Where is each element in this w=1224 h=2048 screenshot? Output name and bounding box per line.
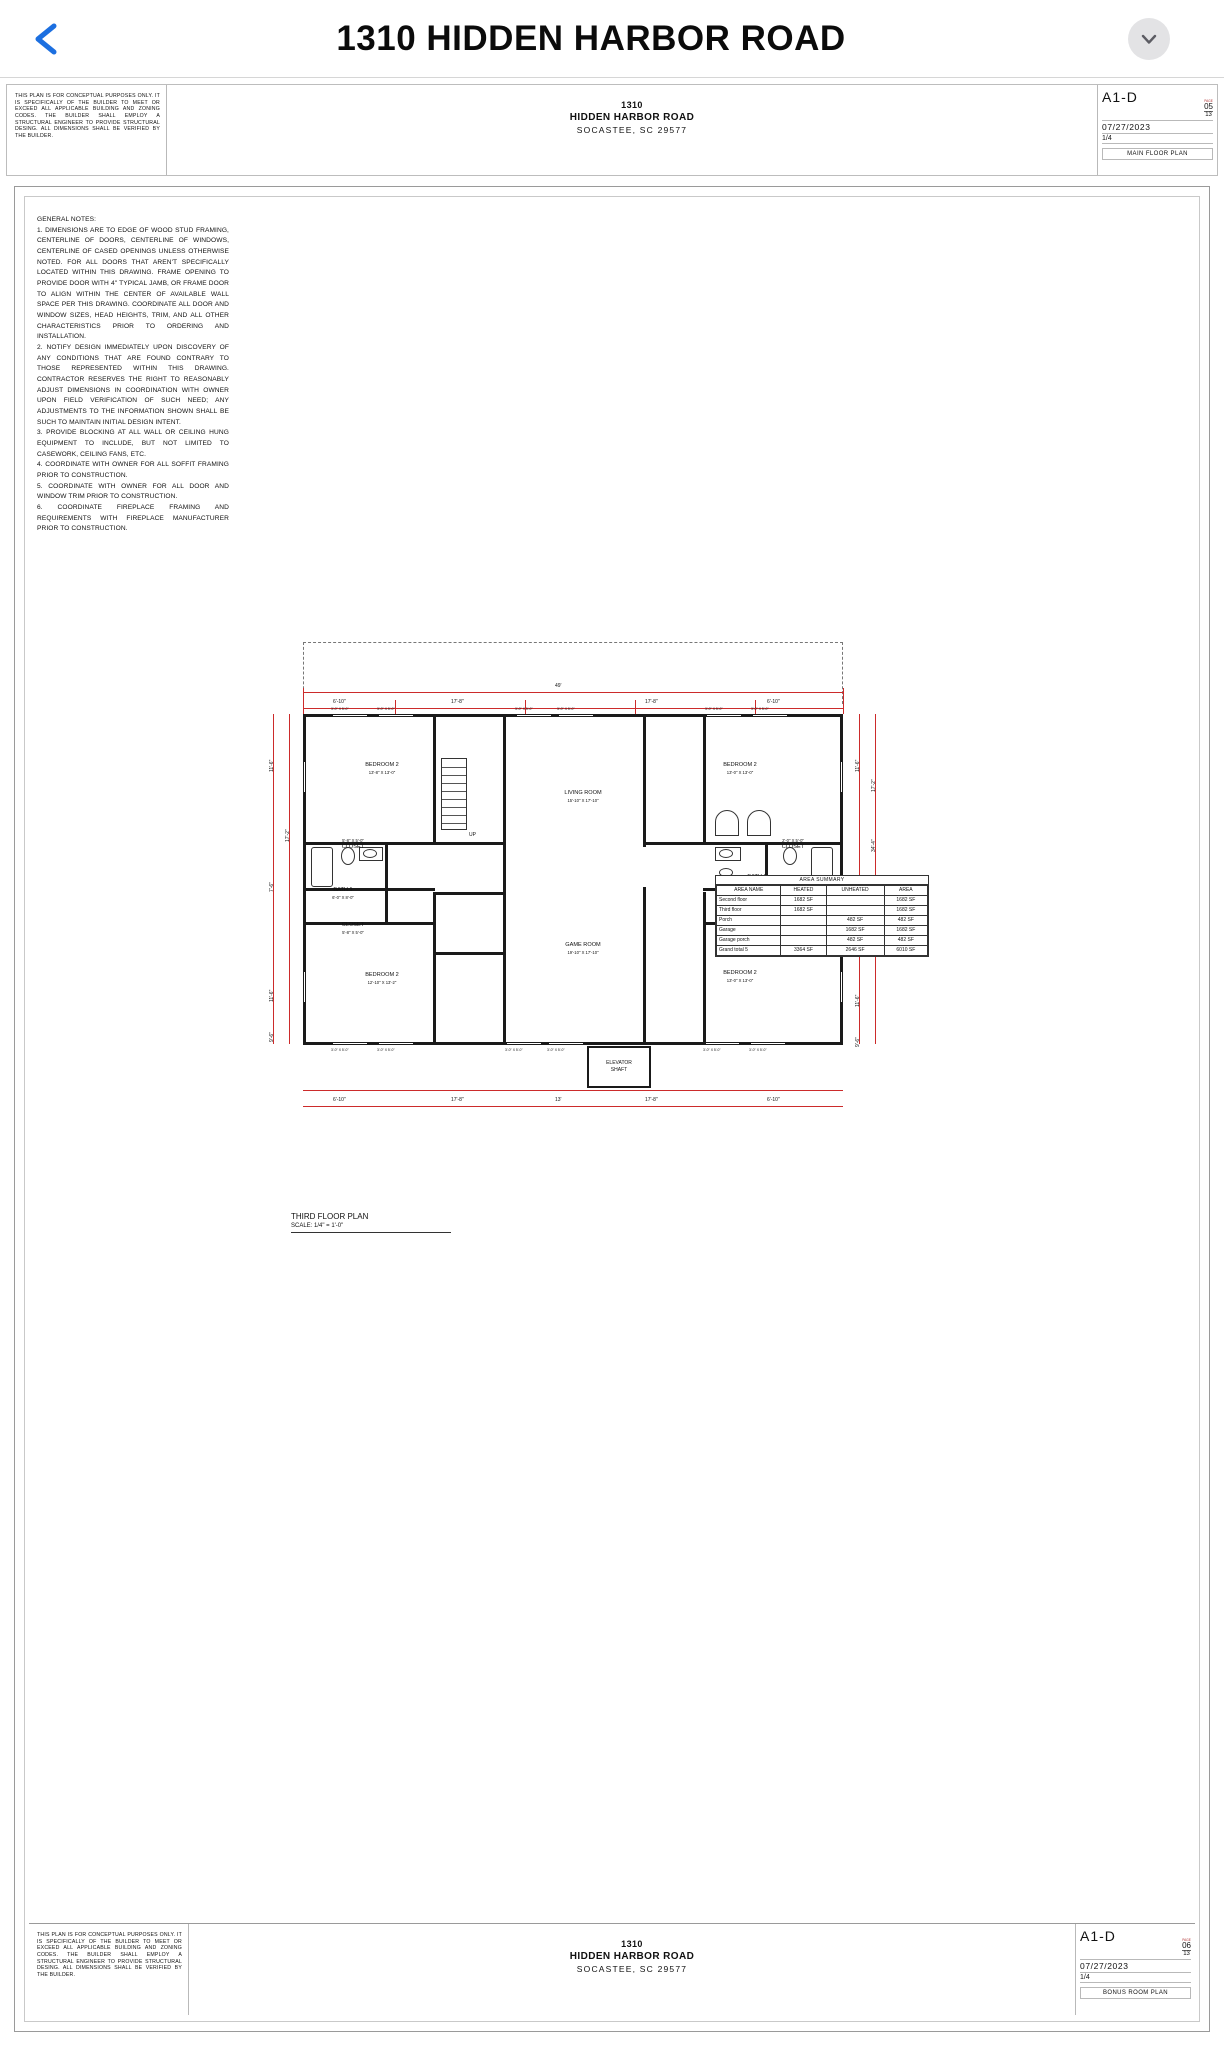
dimension-top-4: 6'-10" (767, 699, 780, 705)
partition-1 (433, 714, 436, 844)
window-south-3 (507, 1042, 541, 1045)
plan-title: THIRD FLOOR PLAN SCALE: 1/4" = 1'-0" (291, 1212, 369, 1229)
window-north-6 (753, 714, 787, 717)
dimension-line-top-overall (303, 692, 843, 693)
sheet-scale-top: 1/4 (1102, 134, 1213, 144)
window-tag-5: 3'-0" X 5'-0" (705, 707, 723, 711)
shower-right-2 (747, 810, 771, 836)
dimension-left-overall: 17'-2" (285, 829, 291, 842)
room-label-bedroom-2-se: BEDROOM 2 13'-0" X 13'-0" (723, 970, 757, 983)
col-unheated: UNHEATED (826, 886, 884, 896)
partition-15 (703, 892, 706, 1045)
partition-9 (433, 952, 505, 955)
sheet-plan-name-bottom: BONUS ROOM PLAN (1080, 1987, 1191, 1999)
shower-right (715, 810, 739, 836)
window-south-4 (549, 1042, 583, 1045)
dimension-left-1: 11'-6" (269, 759, 275, 772)
dim-tick (635, 700, 636, 714)
window-north-5 (707, 714, 741, 717)
partition-6 (503, 714, 506, 954)
window-tag-s4: 3'-0" X 5'-0" (547, 1048, 565, 1052)
dimension-right-overall: 34'-4" (871, 839, 877, 852)
general-note-1: 1. DIMENSIONS ARE TO EDGE OF WOOD STUD FRAMING, CENTERLINE OF DOORS, CENTERLINE OF WINDOWS, CENTERLINE OF CASED OPENINGS UNLESS OTHERWISE NOTED. FOR ALL DOORS THAT AREN'T SPECIFICALLY LOCATED WITHIN THIS DRAWING. FRAME OPENING TO PROVIDE DOOR WITH 4" TYPICAL JAMB, OR FRAME DOOR TO ALIGN WITHIN THE CENTER OF AVAILABLE WALL SPACE PER THIS DRAWING. COORDINATE ALL DOOR AND WINDOW SIZES, HEAD HEIGHTS, TRIM, AND ALL OTHER CHARACTERISTICS PRIOR TO ORDERING AND INSTALLATION. (37, 226, 229, 341)
elevator-shaft (587, 1046, 651, 1088)
dimension-line-bottom (303, 1090, 843, 1091)
table-row-total: Grand total 5 3364 SF 2646 SF 6010 SF (717, 946, 928, 956)
table-row: Second floor 1682 SF 1682 SF (717, 896, 928, 906)
room-label-bath-1-left: BATH 1 6'-0" X 8'-0" (332, 887, 354, 900)
sheet-code-bottom: A1-D (1080, 1928, 1116, 1944)
partition-8 (433, 892, 505, 895)
elevator-label-2: SHAFT (610, 1066, 628, 1073)
page-number-top: 05 (1204, 102, 1213, 112)
dim-tick (843, 688, 844, 714)
room-label-living-room: LIVING ROOM 15'-10" X 17'-10" (564, 790, 602, 803)
dimension-line-bottom-2 (303, 1106, 843, 1107)
title-block-bottom (29, 1923, 1195, 2015)
window-tag-s1: 3'-0" X 5'-0" (331, 1048, 349, 1052)
table-row: Garage porch 482 SF 482 SF (717, 936, 928, 946)
room-label-closet-ne: 2'-0" X 5'-0" CLOSET (781, 838, 805, 850)
dimension-top-overall: 49' (555, 683, 562, 689)
dim-tick (395, 700, 396, 714)
general-note-2: 2. NOTIFY DESIGN IMMEDIATELY UPON DISCOVERY OF ANY CONDITIONS THAT ARE FOUND CONTRARY TO THOSE REPRESENTED WITHIN THIS DRAWING. CONTRACTOR RESERVES THE RIGHT TO REASONABLY ADJUST DIMENSIONS IN COORDINATION WITH OWNER UPON FIELD VERIFICATION OF SUCH NEED; ANY ADJUSTMENTS TO THE INFORMATION SHOWN SHALL BE SUCH TO MAINTAIN INITIAL DESIGN INTENT. (37, 344, 229, 426)
page-title: 1310 HIDDEN HARBOR ROAD (336, 18, 846, 58)
dimension-right-3: 11'-6" (855, 994, 861, 1007)
roof-outline-dashed (303, 642, 843, 704)
chevron-left-icon (28, 19, 68, 59)
partition-2 (433, 892, 436, 1045)
bathtub-left (311, 847, 333, 887)
dimension-left-2: 7'-6" (269, 882, 275, 892)
window-west-1 (303, 762, 306, 792)
partition-13 (643, 842, 703, 845)
window-tag-2: 3'-0" X 5'-0" (377, 707, 395, 711)
project-address-bottom: 1310 HIDDEN HARBOR ROAD SOCASTEE, SC 29577 (569, 1939, 695, 1974)
sheet-info-bottom (1075, 1924, 1195, 2015)
window-north-2 (379, 714, 413, 717)
room-label-bedroom-2-sw: BEDROOM 2 12'-10" X 13'-2" (365, 972, 399, 985)
table-header-row (717, 886, 928, 896)
title-block-top (6, 84, 1218, 176)
stairs-direction-label: UP (469, 832, 476, 838)
disclaimer-text-top: THIS PLAN IS FOR CONCEPTUAL PURPOSES ONLY. IT IS SPECIFICALLY OF THE BUILDER TO MEET OR EXCEED ALL APPLICABLE BUILDING AND ZONING CODES. THE BUILDER SHALL EMPLOY A STRUCTURAL ENGINEER TO PROVIDE STRUCTURAL DESING. ALL DIMENSIONS SHALL BE VERIFIED BY THE BUILDER. (7, 85, 167, 175)
drawing-sheet[interactable] (14, 186, 1210, 2032)
partition-7 (433, 842, 505, 845)
sheet-code-top: A1-D (1102, 89, 1138, 105)
window-south-2 (379, 1042, 413, 1045)
page-total-top: 13 (1205, 112, 1212, 119)
dimension-bottom-5: 6'-10" (767, 1097, 780, 1103)
chevron-down-icon (1138, 28, 1160, 50)
dimension-left-4: 9'-6" (269, 1032, 275, 1042)
partition-20 (385, 842, 388, 922)
dimension-bottom-4: 17'-8" (645, 1097, 658, 1103)
window-east-1 (840, 762, 843, 792)
dimension-right-5: 9'-6" (855, 1037, 861, 1047)
dimension-line-left-2 (289, 714, 290, 1044)
dimension-bottom-3: 13' (555, 1097, 562, 1103)
dimension-right-1: 11'-6" (855, 759, 861, 772)
general-note-6: 6. COORDINATE FIREPLACE FRAMING AND REQUIREMENTS WITH FIREPLACE MANUFACTURER PRIOR TO CONSTRUCTION. (37, 504, 229, 533)
page-number-bottom: 06 (1182, 1941, 1191, 1951)
partition-10 (503, 954, 506, 1044)
partition-12 (643, 887, 646, 1045)
window-tag-1: 3'-0" X 5'-0" (331, 707, 349, 711)
window-tag-s6: 3'-0" X 5'-0" (749, 1048, 767, 1052)
general-notes-heading: GENERAL NOTES: (37, 216, 97, 223)
general-note-4: 4. COORDINATE WITH OWNER FOR ALL SOFFIT FRAMING PRIOR TO CONSTRUCTION. (37, 461, 229, 480)
stairs (441, 758, 467, 830)
disclaimer-text-bottom: THIS PLAN IS FOR CONCEPTUAL PURPOSES ONLY. IT IS SPECIFICALLY OF THE BUILDER TO MEET OR EXCEED ALL APPLICABLE BUILDING AND ZONING CODES. THE BUILDER SHALL EMPLOY A STRUCTURAL ENGINEER TO PROVIDE STRUCTURAL DESING. ALL DIMENSIONS SHALL BE VERIFIED BY THE BUILDER. (29, 1924, 189, 2015)
area-summary-table (715, 875, 929, 957)
page-total-bottom: 13 (1183, 1951, 1190, 1958)
room-label-bedroom-2-ne: BEDROOM 2 13'-0" X 13'-0" (723, 762, 757, 775)
sheet-plan-name-top: MAIN FLOOR PLAN (1102, 148, 1213, 160)
room-label-closet-sw: CLOSET 5'-8" X 5'-0" (341, 922, 365, 935)
dimension-bottom-2: 17'-8" (451, 1097, 464, 1103)
sheet-scale-bottom: 1/4 (1080, 1973, 1191, 1983)
sink-right (719, 849, 733, 858)
window-tag-6: 3'-0" X 5'-0" (751, 707, 769, 711)
window-east-2 (840, 972, 843, 1002)
page-label-top: PAGE (1204, 99, 1213, 103)
sheet-info-top (1097, 85, 1217, 175)
window-south-5 (705, 1042, 739, 1045)
partition-14 (703, 714, 706, 844)
window-tag-4: 3'-0" X 5'-0" (557, 707, 575, 711)
table-row: Porch 482 SF 482 SF (717, 916, 928, 926)
window-tag-s5: 3'-0" X 5'-0" (703, 1048, 721, 1052)
col-area: AREA (884, 886, 927, 896)
room-label-game-room: GAME ROOM 19'-10" X 17'-10" (565, 942, 601, 955)
general-note-3: 3. PROVIDE BLOCKING AT ALL WALL OR CEILING HUNG EQUIPMENT TO INCLUDE, BUT NOT LIMITED TO CASEWORK, CEILING FANS, ETC. (37, 429, 229, 458)
elevator-label-1: ELEVATOR (606, 1060, 632, 1066)
window-tag-3: 3'-0" X 5'-0" (515, 707, 533, 711)
window-tag-s2: 3'-0" X 5'-0" (377, 1048, 395, 1052)
project-address-top: 1310 HIDDEN HARBOR ROAD SOCASTEE, SC 29577 (569, 100, 695, 135)
table-row: Third floor 1682 SF 1682 SF (717, 906, 928, 916)
expand-button[interactable] (1128, 18, 1170, 60)
dim-tick (303, 688, 304, 714)
general-note-5: 5. COORDINATE WITH OWNER FOR ALL DOOR AND WINDOW TRIM PRIOR TO CONSTRUCTION. (37, 482, 229, 501)
window-north-1 (333, 714, 367, 717)
dimension-top-3: 17'-8" (645, 699, 658, 705)
room-label-bedroom-2-nw: BEDROOM 2 13'-8" X 13'-0" (365, 762, 399, 775)
window-west-2 (303, 972, 306, 1002)
window-tag-s3: 3'-0" X 5'-0" (505, 1048, 523, 1052)
window-north-4 (559, 714, 593, 717)
app-header (0, 0, 1224, 78)
sheet-date-top: 07/27/2023 (1102, 121, 1213, 134)
page-label-bottom: PAGE (1182, 1938, 1191, 1942)
col-area-name: AREA NAME (717, 886, 781, 896)
window-south-6 (751, 1042, 785, 1045)
dimension-top-2: 17'-8" (451, 699, 464, 705)
window-south-1 (333, 1042, 367, 1045)
room-label-closet-nw: 5'-8" X 5'-0" CLOSET (341, 838, 365, 850)
table-row: Garage 1682 SF 1682 SF (717, 926, 928, 936)
window-north-3 (517, 714, 551, 717)
sheet-date-bottom: 07/27/2023 (1080, 1960, 1191, 1973)
partition-11 (643, 714, 646, 847)
dimension-bottom-1: 6'-10" (333, 1097, 346, 1103)
dimension-right-4: 17'-2" (871, 779, 877, 792)
plan-title-underline (291, 1232, 451, 1233)
col-heated: HEATED (781, 886, 826, 896)
dimension-left-3: 11'-6" (269, 989, 275, 1002)
dimension-top-1: 6'-10" (333, 699, 346, 705)
area-summary-caption: AREA SUMMARY (716, 876, 928, 885)
general-notes (37, 215, 229, 535)
